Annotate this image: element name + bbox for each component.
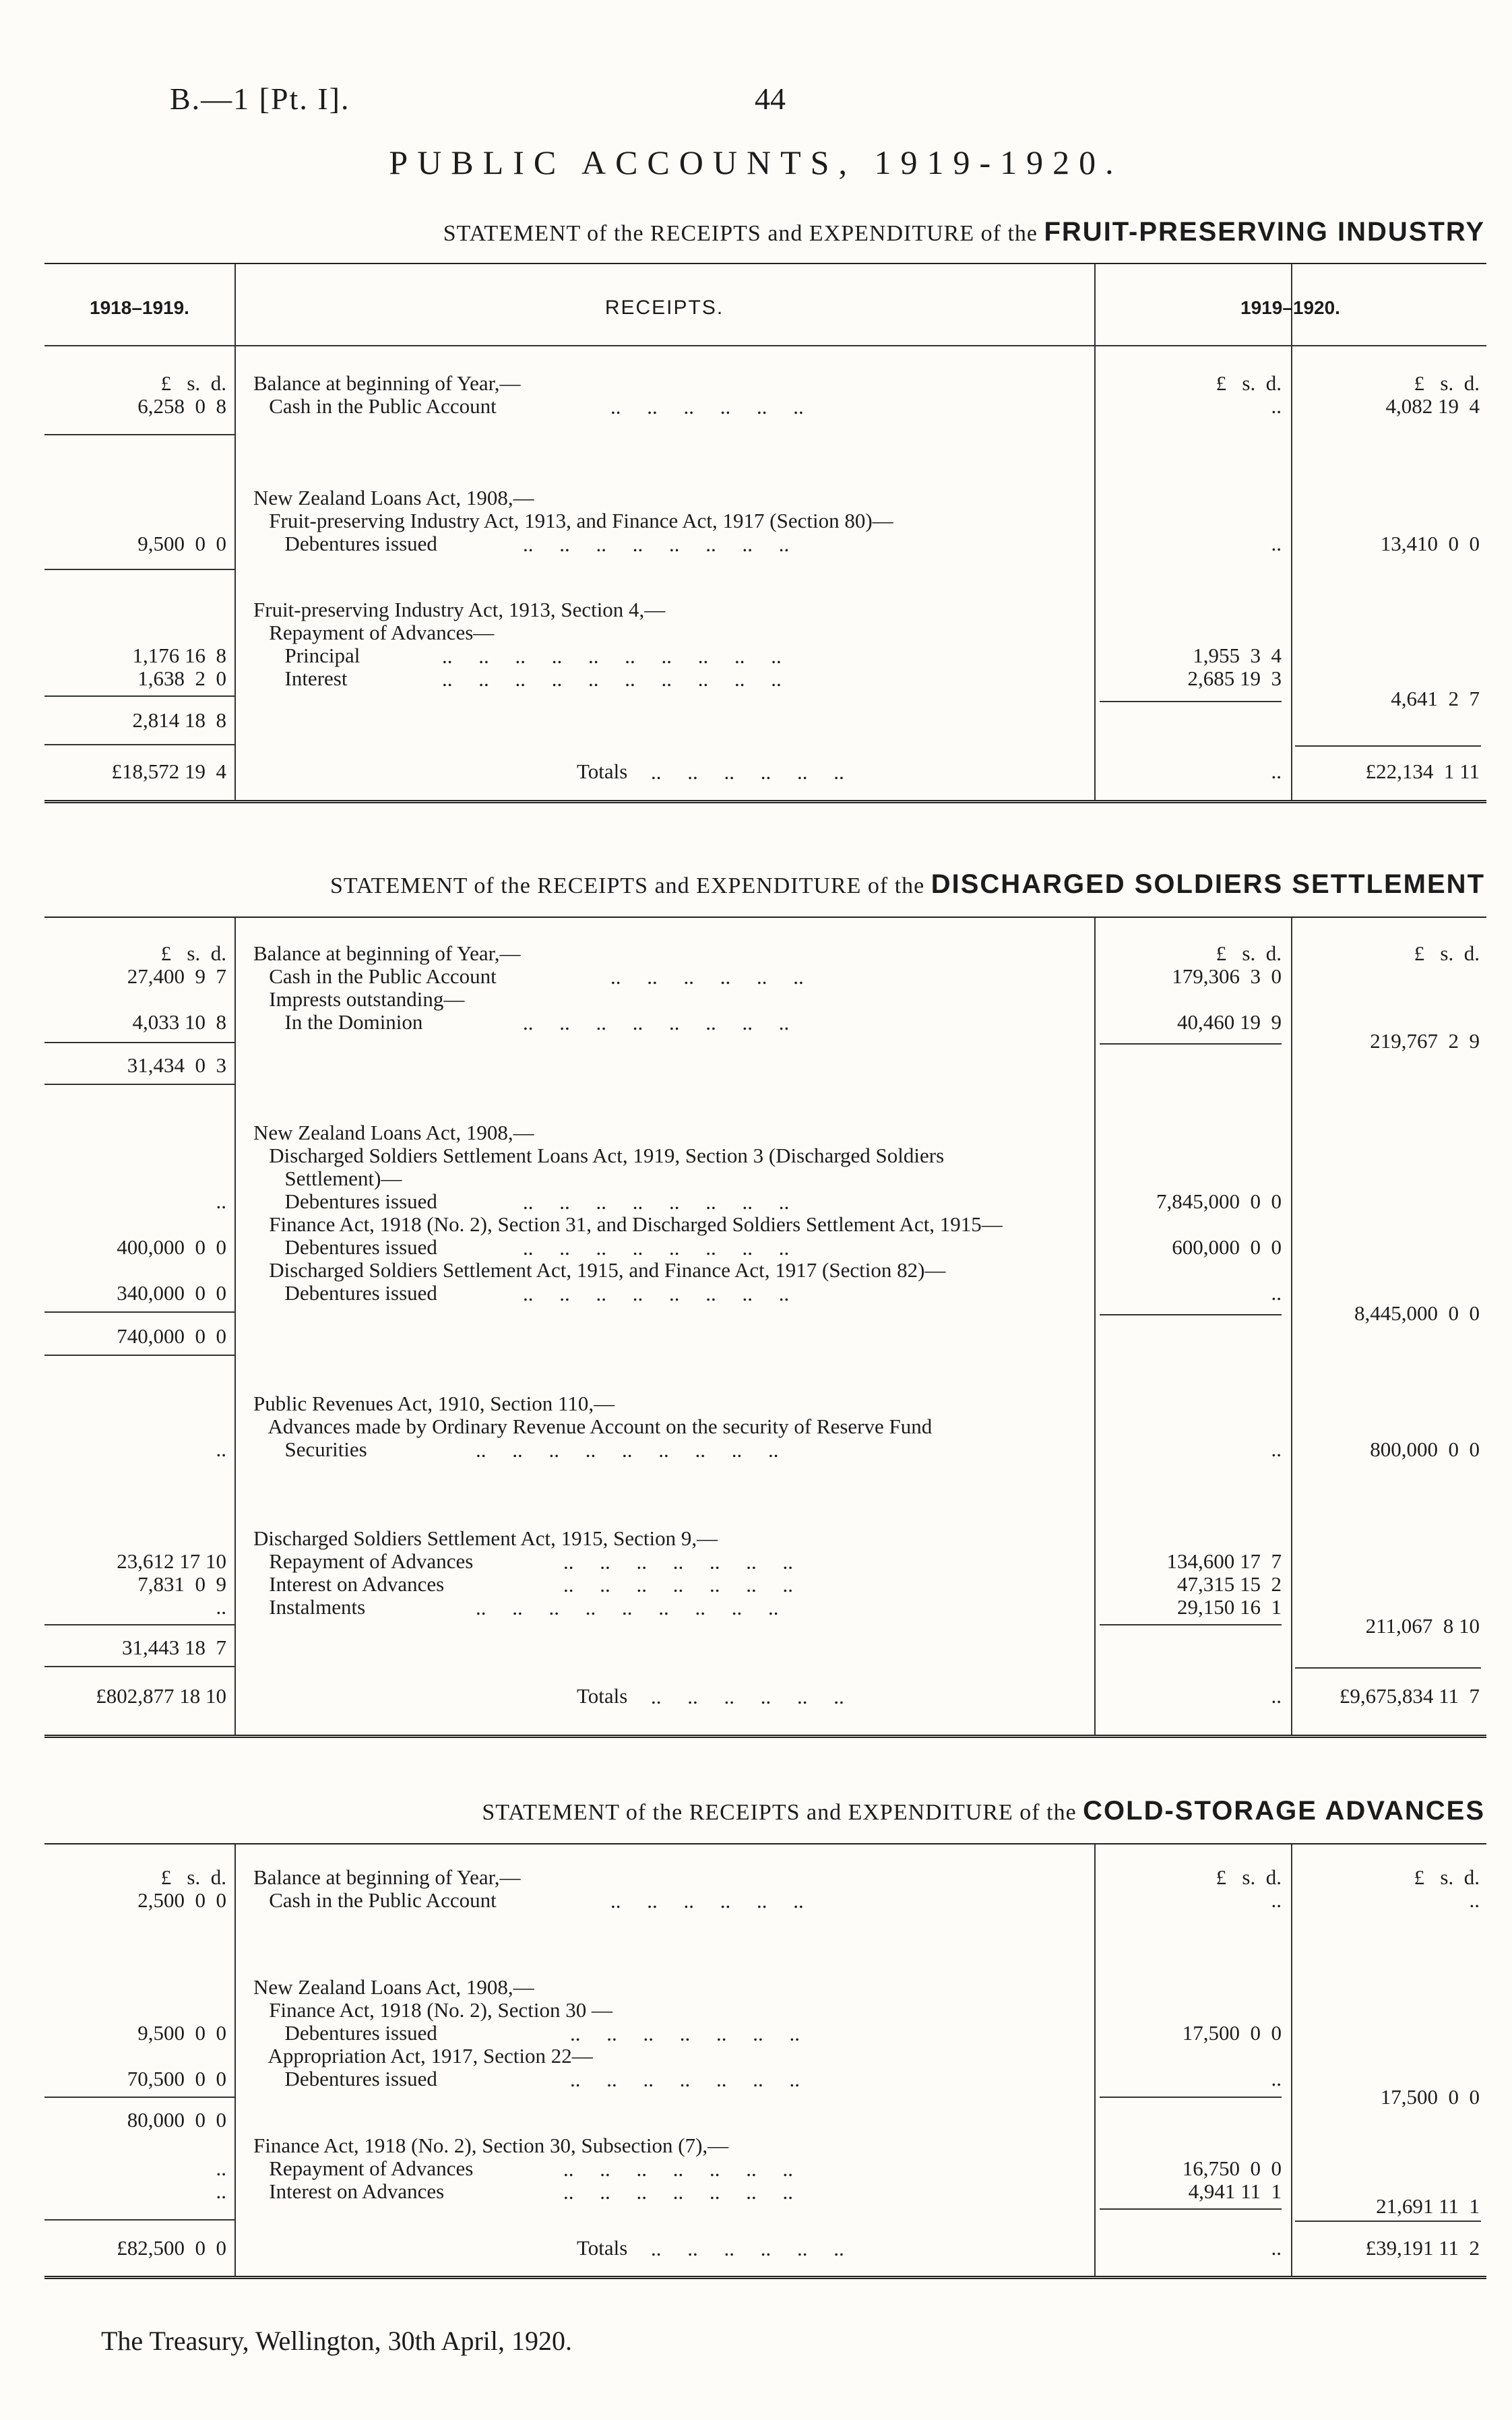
statement-prefix: STATEMENT of the RECEIPTS and EXPENDITURE of the: [329, 873, 925, 898]
header-curr-year: 1919–1920.: [1240, 297, 1340, 318]
detail-total: ..: [1271, 2236, 1282, 2260]
leader-dots: .. .. .. .. .. ..: [651, 1685, 844, 1708]
subtotal-rule: [1100, 2097, 1282, 2098]
prev-amount: 1,176 16 8: [132, 644, 226, 667]
detail-amount: ..: [1271, 1888, 1282, 1912]
row-rule: [44, 1355, 234, 1356]
receipt-line: Repayment of Advances—: [253, 621, 495, 644]
subtotal-rule: [44, 2097, 234, 2098]
receipt-line: Cash in the Public Account: [253, 1888, 497, 1912]
currency-heading: £ s. d.: [1216, 371, 1282, 395]
detail-amount: ..: [1271, 2067, 1282, 2090]
row-rule: [44, 1666, 234, 1667]
receipt-line: Debentures issued: [253, 2021, 437, 2045]
prev-amount: 6,258 0 8: [137, 394, 226, 418]
leader-dots: .. .. .. .. .. .. ..: [563, 2157, 793, 2181]
leader-dots: .. .. .. .. .. ..: [610, 1889, 804, 1913]
receipt-line: Debentures issued: [253, 1281, 437, 1305]
subtotal-rule: [44, 1042, 234, 1043]
leader-dots: .. .. .. .. .. .. ..: [563, 2180, 793, 2204]
detail-amount: ..: [1271, 1281, 1282, 1305]
statement-subject: COLD-STORAGE ADVANCES: [1083, 1796, 1485, 1826]
row-rule: [44, 2219, 234, 2221]
totals-rule: [1295, 1667, 1481, 1669]
receipt-line: Appropriation Act, 1917, Section 22—: [253, 2044, 593, 2068]
receipt-line: Debentures issued: [253, 1189, 437, 1213]
receipt-line: Finance Act, 1918 (No. 2), Section 30 —: [253, 1998, 612, 2022]
row-rule: [44, 1084, 234, 1085]
subtotal-rule: [1100, 1314, 1282, 1315]
leader-dots: .. .. .. .. .. .. .. ..: [523, 532, 790, 556]
leader-dots: .. .. .. .. .. .. ..: [563, 1550, 793, 1574]
receipt-line: Interest on Advances: [253, 2179, 445, 2203]
total-amount: 4,082 19 4: [1385, 394, 1480, 418]
grand-total: £9,675,834 11 7: [1339, 1684, 1480, 1708]
header-rule: [44, 345, 1486, 346]
receipt-line: Interest: [253, 666, 348, 690]
detail-amount: 40,460 19 9: [1177, 1010, 1282, 1034]
prev-amount: 9,500 0 0: [137, 532, 226, 555]
totals-label: Totals: [577, 2236, 628, 2260]
statement-prefix: STATEMENT of the RECEIPTS and EXPENDITURE of the: [443, 221, 1038, 246]
receipt-line: In the Dominion: [253, 1010, 423, 1034]
currency-heading: £ s. d.: [160, 941, 226, 965]
detail-amount: 4,941 11 1: [1188, 2179, 1282, 2203]
leader-dots: .. .. .. .. .. .. .. ..: [523, 1236, 790, 1260]
totals-rule: [1295, 2221, 1481, 2222]
prev-amount: ..: [216, 2157, 226, 2180]
currency-heading: £ s. d.: [160, 371, 226, 395]
total-amount: 13,410 0 0: [1380, 532, 1480, 555]
receipt-line: New Zealand Loans Act, 1908,—: [253, 1121, 534, 1144]
receipt-line: Balance at beginning of Year,—: [253, 371, 521, 395]
leader-dots: .. .. .. .. .. ..: [651, 2237, 844, 2260]
totals-rule: [1295, 745, 1481, 747]
leader-dots: .. .. .. .. .. .. .. .. .. ..: [442, 644, 782, 668]
fruit-table: [44, 263, 1486, 803]
prev-amount: 340,000 0 0: [117, 1281, 226, 1305]
leader-dots: .. .. .. .. .. .. .. ..: [523, 1011, 790, 1034]
subtotal-rule: [44, 1311, 234, 1313]
receipt-line: Public Revenues Act, 1910, Section 110,—: [253, 1392, 615, 1415]
total-amount: 4,641 2 7: [1391, 687, 1480, 710]
prev-amount: 1,638 2 0: [137, 666, 226, 690]
receipt-line: Finance Act, 1918 (No. 2), Section 30, Subsection (7),—: [253, 2134, 729, 2157]
currency-heading: £ s. d.: [160, 1865, 226, 1889]
prev-amount: 23,612 17 10: [117, 1549, 226, 1573]
prev-subtotal: 80,000 0 0: [127, 2108, 226, 2132]
detail-total: ..: [1271, 759, 1282, 783]
prev-amount: ..: [216, 1189, 226, 1213]
total-amount: 800,000 0 0: [1370, 1437, 1480, 1461]
total-amount: ..: [1469, 1888, 1480, 1912]
total-amount: 219,767 2 9: [1370, 1029, 1480, 1053]
receipt-line: Cash in the Public Account: [253, 964, 497, 988]
detail-amount: 2,685 19 3: [1187, 666, 1282, 690]
receipt-line: Interest on Advances: [253, 1572, 445, 1596]
prev-amount: 7,831 0 9: [137, 1572, 226, 1596]
subtotal-rule: [1100, 1043, 1282, 1045]
col-divider: [234, 918, 236, 1735]
subtotal-rule: [44, 695, 234, 697]
receipt-line: Fruit-preserving Industry Act, 1913, Section 4,—: [253, 598, 666, 621]
detail-amount: ..: [1271, 532, 1282, 555]
prev-grand-total: £18,572 19 4: [111, 759, 226, 783]
total-amount: 21,691 11 1: [1376, 2194, 1480, 2218]
footer-signature-line: The Treasury, Wellington, 30th April, 1920.: [101, 2326, 572, 2356]
cold-storage-table: [44, 1843, 1486, 2279]
receipt-line: New Zealand Loans Act, 1908,—: [253, 1975, 534, 1999]
grand-total: £22,134 1 11: [1365, 759, 1480, 783]
totals-label: Totals: [577, 759, 628, 783]
page-number: 44: [755, 82, 786, 116]
receipt-line: Discharged Soldiers Settlement Loans Act, 1919, Section 3 (Discharged Soldiers: [253, 1144, 945, 1167]
prev-amount: 4,033 10 8: [132, 1010, 226, 1034]
subtotal-rule: [1100, 1624, 1282, 1625]
receipt-line: Discharged Soldiers Settlement Act, 1915, and Finance Act, 1917 (Section 82)—: [253, 1258, 946, 1282]
statement-subject: DISCHARGED SOLDIERS SETTLEMENT: [931, 869, 1485, 899]
currency-heading: £ s. d.: [1414, 1865, 1480, 1889]
receipt-line: Principal: [253, 644, 360, 667]
detail-total: ..: [1271, 1684, 1282, 1708]
header-receipts: RECEIPTS.: [604, 297, 724, 319]
prev-amount: ..: [216, 1595, 226, 1619]
currency-heading: £ s. d.: [1414, 371, 1480, 395]
total-amount: 211,067 8 10: [1365, 1614, 1480, 1638]
statement-prefix: STATEMENT of the RECEIPTS and EXPENDITURE of the: [482, 1800, 1077, 1825]
detail-amount: 179,306 3 0: [1172, 964, 1282, 988]
prev-amount: 27,400 9 7: [127, 964, 226, 988]
receipt-line: Repayment of Advances: [253, 2157, 474, 2180]
subtotal-rule: [44, 1624, 234, 1625]
row-rule: [44, 434, 234, 435]
detail-amount: 7,845,000 0 0: [1156, 1189, 1282, 1213]
prev-amount: 70,500 0 0: [127, 2067, 226, 2090]
leader-dots: .. .. .. .. .. .. .. .. ..: [476, 1596, 779, 1619]
statement-subject: FRUIT-PRESERVING INDUSTRY: [1044, 217, 1485, 247]
detail-amount: 134,600 17 7: [1166, 1549, 1282, 1573]
row-rule: [44, 744, 234, 745]
statement-title-soldiers: [330, 869, 1485, 900]
receipt-line: Advances made by Ordinary Revenue Account on the security of Reserve Fund: [253, 1415, 933, 1438]
total-amount: 8,445,000 0 0: [1354, 1301, 1480, 1325]
detail-amount: 29,150 16 1: [1177, 1595, 1282, 1619]
receipt-line: Debentures issued: [253, 532, 437, 555]
currency-heading: £ s. d.: [1216, 1865, 1282, 1889]
subtotal-rule: [1100, 701, 1282, 702]
prev-subtotal: 2,814 18 8: [132, 708, 226, 732]
header-prev-year: 1918–1919.: [90, 297, 189, 318]
subtotal-rule: [1100, 2208, 1282, 2210]
prev-subtotal: 740,000 0 0: [117, 1324, 226, 1348]
row-rule: [44, 569, 234, 570]
prev-subtotal: 31,434 0 3: [127, 1053, 226, 1077]
receipt-line: Debentures issued: [253, 1235, 437, 1259]
receipt-line: Securities: [253, 1437, 367, 1461]
prev-grand-total: £802,877 18 10: [96, 1684, 226, 1708]
leader-dots: .. .. .. .. .. .. .. ..: [523, 1282, 790, 1305]
prev-amount: 9,500 0 0: [137, 2021, 226, 2045]
receipt-line: Balance at beginning of Year,—: [253, 941, 521, 965]
leader-dots: .. .. .. .. .. ..: [610, 395, 804, 418]
receipt-line: Finance Act, 1918 (No. 2), Section 31, and Discharged Soldiers Settlement Act, 1915—: [253, 1212, 1003, 1236]
page-title: PUBLIC ACCOUNTS, 1919-1920.: [389, 144, 1123, 181]
detail-amount: 1,955 3 4: [1193, 644, 1282, 667]
receipt-line: Fruit-preserving Industry Act, 1913, and Finance Act, 1917 (Section 80)—: [253, 509, 893, 532]
prev-amount: 2,500 0 0: [137, 1888, 226, 1912]
receipt-line: Instalments: [253, 1595, 366, 1619]
prev-grand-total: £82,500 0 0: [117, 2236, 226, 2260]
detail-amount: 16,750 0 0: [1182, 2157, 1282, 2180]
leader-dots: .. .. .. .. .. ..: [610, 965, 804, 989]
receipt-line: Cash in the Public Account: [253, 394, 497, 418]
total-amount: 17,500 0 0: [1380, 2085, 1480, 2109]
receipt-line: New Zealand Loans Act, 1908,—: [253, 486, 534, 509]
receipt-line: Balance at beginning of Year,—: [253, 1865, 521, 1889]
leader-dots: .. .. .. .. .. .. .. .. .. ..: [442, 667, 782, 691]
prev-amount: 400,000 0 0: [117, 1235, 226, 1259]
leader-dots: .. .. .. .. .. .. .. .. ..: [476, 1438, 779, 1462]
grand-total: £39,191 11 2: [1365, 2236, 1480, 2260]
totals-label: Totals: [577, 1684, 628, 1708]
statement-title-fruit: [443, 217, 1485, 247]
prev-amount: ..: [216, 2179, 226, 2203]
receipt-line: Repayment of Advances: [253, 1549, 474, 1573]
detail-amount: ..: [1271, 1437, 1282, 1461]
detail-amount: 17,500 0 0: [1182, 2021, 1282, 2045]
currency-heading: £ s. d.: [1216, 941, 1282, 965]
detail-amount: ..: [1271, 394, 1282, 418]
col-divider: [234, 1844, 236, 2276]
leader-dots: .. .. .. .. .. .. ..: [570, 2068, 800, 2091]
leader-dots: .. .. .. .. .. .. ..: [563, 1573, 793, 1596]
receipt-line: Imprests outstanding—: [253, 987, 465, 1011]
prev-subtotal: 31,443 18 7: [122, 1636, 226, 1659]
leader-dots: .. .. .. .. .. .. ..: [570, 2022, 800, 2045]
soldiers-table: [44, 917, 1486, 1738]
receipt-line: Discharged Soldiers Settlement Act, 1915, Section 9,—: [253, 1526, 718, 1550]
receipt-line: Debentures issued: [253, 2067, 437, 2090]
detail-amount: 600,000 0 0: [1172, 1235, 1282, 1259]
statement-title-cold-storage: [482, 1796, 1485, 1826]
prev-amount: ..: [216, 1437, 226, 1461]
leader-dots: .. .. .. .. .. ..: [651, 760, 844, 784]
detail-amount: 47,315 15 2: [1177, 1572, 1282, 1596]
page-reference: B.—1 [Pt. I].: [170, 82, 350, 116]
leader-dots: .. .. .. .. .. .. .. ..: [523, 1190, 790, 1214]
currency-heading: £ s. d.: [1414, 941, 1480, 965]
receipt-line: Settlement)—: [253, 1167, 402, 1190]
